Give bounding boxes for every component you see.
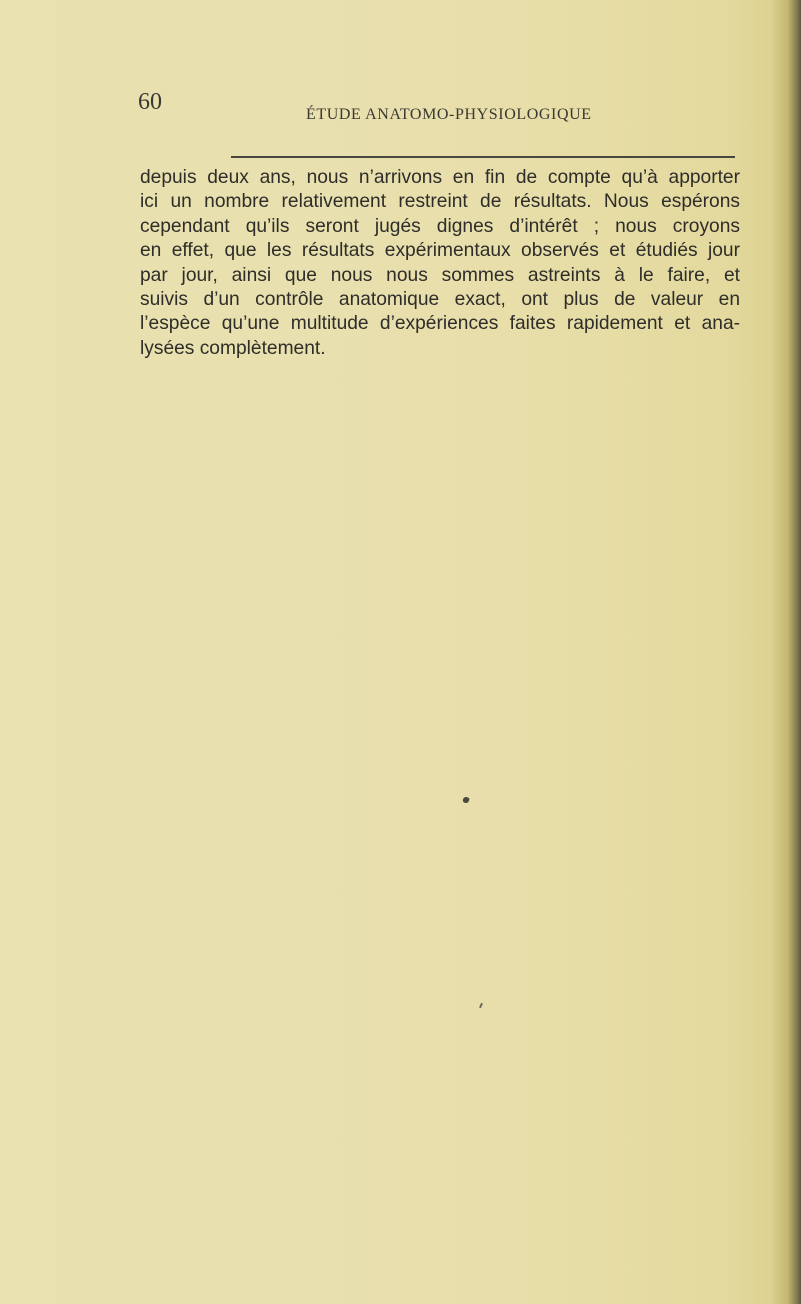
text-line: lysées complètement. — [140, 337, 326, 359]
text-line: par jour, ainsi que nous nous sommes astreints à le faire, et — [140, 264, 740, 286]
text-line: depuis deux ans, nous n’arrivons en fin de compte qu’à apporter — [140, 167, 740, 188]
text-line: suivis d’un contrôle anatomique exact, ont plus de valeur en — [140, 289, 740, 311]
text-line: en effet, que les résultats expérimentaux observés et étudiés jour — [140, 240, 740, 262]
header-rule — [231, 156, 735, 158]
page-edge-shadow — [771, 0, 801, 1304]
text-line: cependant qu’ils seront jugés dignes d’intérêt ; nous croyons — [140, 215, 740, 237]
body-paragraph — [140, 166, 740, 361]
text-line: ici un nombre relativement restreint de résultats. Nous espérons — [140, 191, 740, 213]
page-number: 60 — [138, 89, 162, 115]
ink-speck — [462, 796, 470, 804]
text-line: l’espèce qu’une multitude d’expériences faites rapidement et ana- — [140, 313, 740, 335]
ink-speck-small — [479, 1003, 483, 1008]
running-title: ÉTUDE ANATOMO-PHYSIOLOGIQUE — [306, 106, 592, 123]
